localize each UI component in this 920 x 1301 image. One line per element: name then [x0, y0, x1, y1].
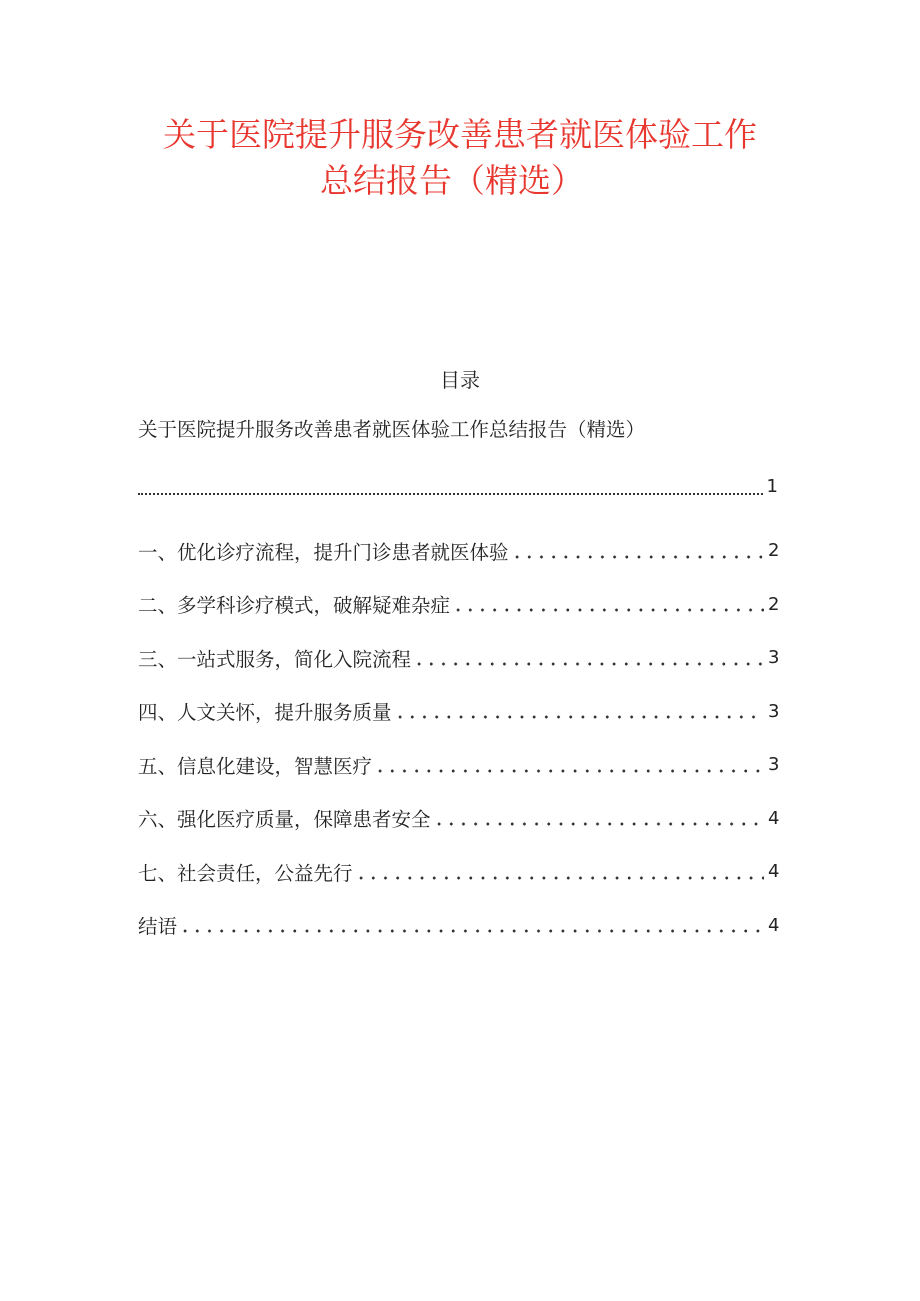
toc-entry[interactable]	[138, 631, 778, 685]
toc-page-number: 4	[768, 861, 780, 883]
toc-heading: 目录	[440, 368, 480, 392]
toc-entry-label: 六、强化医疗质量，保障患者安全	[138, 808, 431, 832]
toc-entry[interactable]	[138, 792, 778, 846]
toc-entry[interactable]	[138, 685, 778, 739]
dot-leader	[374, 768, 764, 774]
document-title	[0, 112, 920, 204]
dot-leader	[138, 473, 763, 495]
dot-leader	[413, 661, 764, 667]
toc-entry[interactable]	[138, 738, 778, 792]
toc-page-number: 4	[768, 914, 780, 936]
dot-leader	[355, 875, 764, 881]
toc-entry[interactable]	[138, 578, 778, 632]
toc-page-number: 3	[768, 700, 780, 722]
document-title-line-2: 总结报告（精选）	[320, 161, 584, 200]
toc-entry-label: 二、多学科诊疗模式，破解疑难杂症	[138, 594, 451, 618]
toc-page-number: 4	[768, 807, 780, 829]
toc-entry-label: 七、社会责任，公益先行	[138, 861, 353, 885]
dot-leader	[452, 607, 764, 613]
toc-entry[interactable]	[138, 524, 778, 578]
toc-page-number: 3	[768, 647, 780, 669]
toc-entry-label: 一、优化诊疗流程，提升门诊患者就医体验	[138, 540, 509, 564]
dot-leader	[394, 714, 764, 720]
toc-entry-label: 三、一站式服务，简化入院流程	[138, 647, 412, 671]
toc-page-number: 2	[768, 540, 780, 562]
toc-entry-label: 四、人文关怀，提升服务质量	[138, 701, 392, 725]
toc-page-number: 2	[768, 593, 780, 615]
dot-leader	[433, 821, 764, 827]
toc-entry-title-leader[interactable]	[138, 473, 778, 501]
toc-entry-label: 结语	[138, 915, 178, 939]
toc-entry-label: 五、信息化建设，智慧医疗	[138, 754, 373, 778]
toc-page-number: 1	[766, 476, 778, 497]
toc-list	[138, 524, 778, 952]
toc-entry-title-label[interactable]: 关于医院提升服务改善患者就医体验工作总结报告（精选）	[138, 418, 646, 441]
dot-leader	[179, 928, 764, 934]
document-title-line-1: 关于医院提升服务改善患者就医体验工作	[163, 115, 757, 154]
toc-entry[interactable]	[138, 845, 778, 899]
toc-page-number: 3	[768, 754, 780, 776]
dot-leader	[511, 554, 764, 560]
toc-entry[interactable]	[138, 899, 778, 953]
